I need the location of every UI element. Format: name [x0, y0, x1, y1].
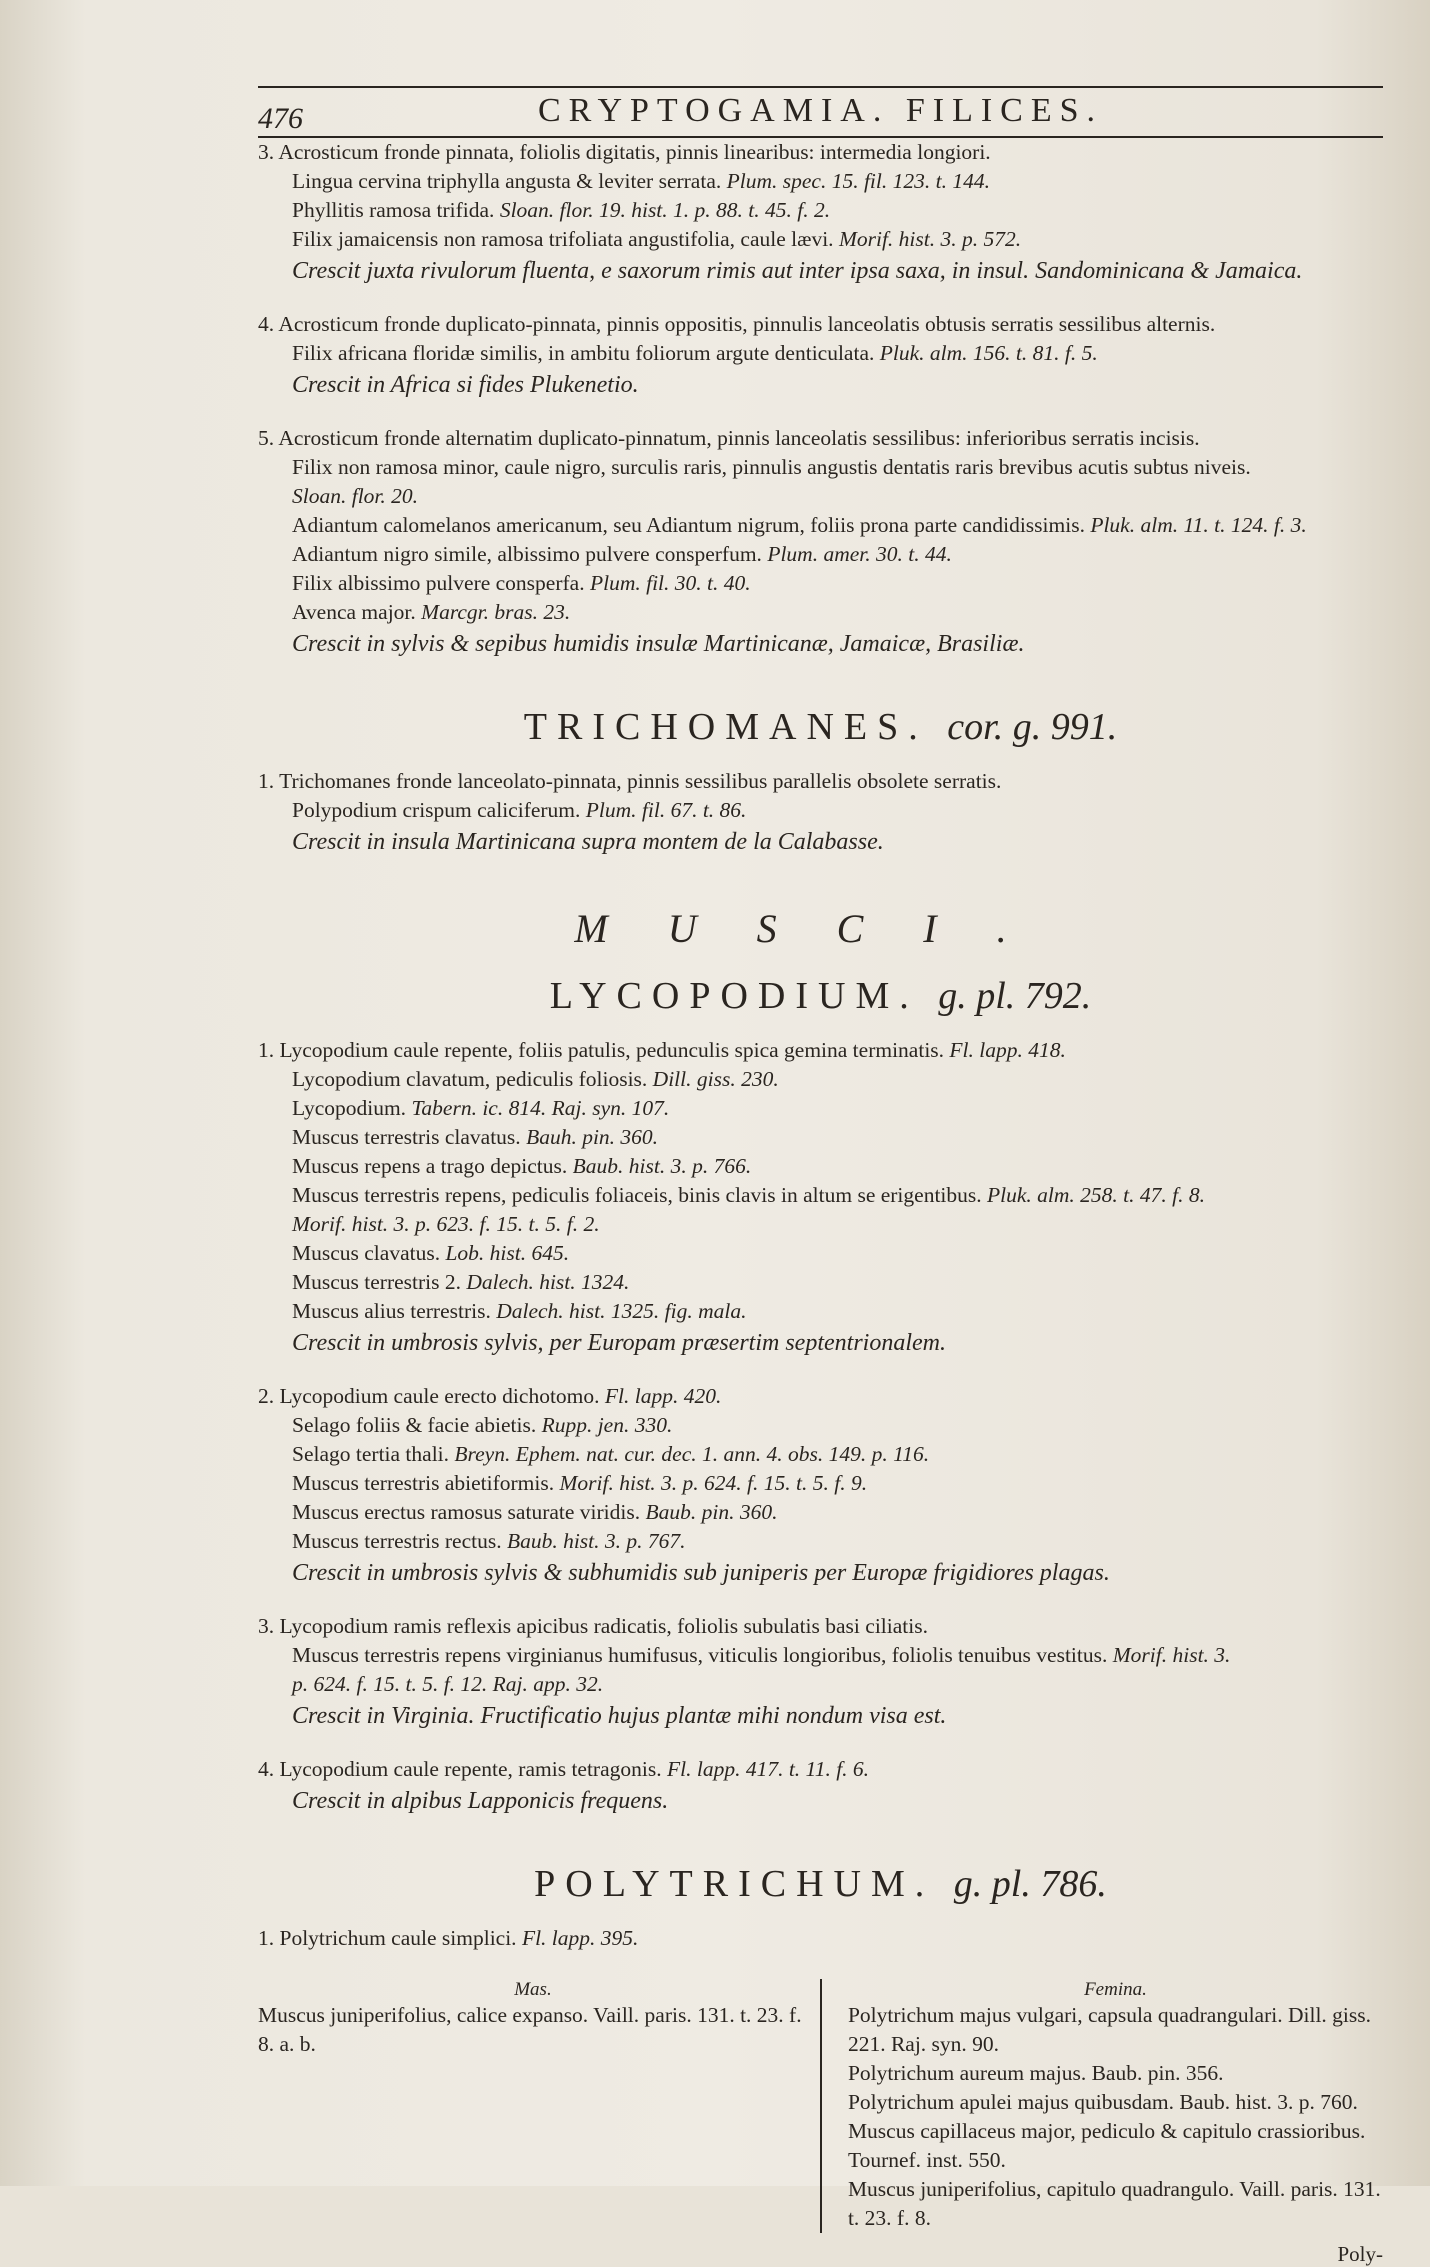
synonym-text: Muscus repens a trago depictus.	[292, 1154, 568, 1178]
citation: Plum. amer. 30. t. 44.	[767, 542, 952, 566]
synonym-text: 5. Acrosticum fronde alternatim duplicato-pinnatum, pinnis lanceolatis sessilibus: inferioribus serratis incisis.	[258, 426, 1200, 450]
citation: Lob. hist. 645.	[445, 1241, 570, 1265]
citation: Sloan. flor. 20.	[292, 484, 419, 508]
class-title: MUSCI.	[574, 906, 1067, 951]
column-heading-femina: Femina.	[1084, 1979, 1147, 2000]
entry-line	[258, 511, 1383, 540]
synonym-text: 1. Lycopodium caule repente, foliis patulis, pedunculis spica gemina terminatis.	[258, 1038, 945, 1062]
synonym-text: Filix jamaicensis non ramosa trifoliata angustifolia, caule lævi.	[292, 227, 834, 251]
habitat-note: Crescit in umbrosis sylvis & subhumidis sub juniperis per Europæ frigidiores plagas.	[292, 1560, 1110, 1586]
column-heading-mas: Mas.	[514, 1979, 552, 2000]
synonym-text: Selago foliis & facie abietis.	[292, 1413, 537, 1437]
citation: Morif. hist. 3.	[1112, 1643, 1231, 1667]
synonym-text: Adiantum nigro simile, albissimo pulvere consperfum.	[292, 542, 762, 566]
running-header	[258, 80, 1383, 138]
mas-line: Muscus juniperifolius, calice expanso. Vaill. paris. 131. t. 23. f. 8. a. b.	[258, 2003, 802, 2056]
genus-name: LYCOPODIUM.	[549, 975, 919, 1017]
entry-line	[258, 1440, 1383, 1469]
synonym-text: Muscus terrestris abietiformis.	[292, 1471, 555, 1495]
habitat-note: Crescit in insula Martinicana supra montem de la Calabasse.	[292, 829, 884, 855]
page-number: 476	[258, 102, 303, 135]
citation: Baub. pin. 360.	[645, 1500, 778, 1524]
synonym-text: Filix africana floridæ similis, in ambitu foliorum argute denticulata.	[292, 341, 875, 365]
synonym-text: 4. Lycopodium caule repente, ramis tetragonis.	[258, 1757, 662, 1781]
species-entry	[258, 1755, 1383, 1818]
synonym-text: Avenca major.	[292, 600, 416, 624]
synonym-text: Lycopodium.	[292, 1096, 407, 1120]
synonym-text: Muscus erectus ramosus saturate viridis.	[292, 1500, 641, 1524]
citation: Baub. hist. 3. p. 766.	[572, 1154, 752, 1178]
entry-line	[258, 1123, 1383, 1152]
column-femina	[820, 1979, 1383, 2233]
entry-gap	[258, 1360, 1383, 1382]
synonym-text: Lycopodium clavatum, pediculis foliosis.	[292, 1067, 648, 1091]
genus-reference: cor. g. 991.	[947, 706, 1118, 748]
entry-line	[258, 569, 1383, 598]
species-entry	[258, 1924, 1383, 1953]
citation: Plum. fil. 30. t. 40.	[589, 571, 751, 595]
synonym-text: Filix albissimo pulvere consperfa.	[292, 571, 585, 595]
entry-line	[258, 1065, 1383, 1094]
species-entry	[258, 138, 1383, 288]
synonym-text: Polypodium crispum caliciferum.	[292, 798, 581, 822]
entry-gap	[258, 661, 1383, 683]
header-rule-bottom	[258, 136, 1383, 138]
column-mas	[258, 1979, 820, 2233]
synonym-text: Muscus clavatus.	[292, 1241, 441, 1265]
page-content	[258, 80, 1383, 2266]
synonym-text: Lingua cervina triphylla angusta & leviter serrata.	[292, 169, 722, 193]
synonym-text: 2. Lycopodium caule erecto dichotomo.	[258, 1384, 600, 1408]
citation: Breyn. Ephem. nat. cur. dec. 1. ann. 4. obs. 149. p. 116.	[454, 1442, 930, 1466]
entry-line	[258, 540, 1383, 569]
synonym-text: Muscus terrestris clavatus.	[292, 1125, 521, 1149]
citation: Bauh. pin. 360.	[526, 1125, 659, 1149]
header-rule-top	[258, 86, 1383, 88]
synonym-text: Muscus terrestris repens virginianus humifusus, viticulis longioribus, foliolis tenuibus vestitus.	[292, 1643, 1108, 1667]
citation: Tabern. ic. 814. Raj. syn. 107.	[411, 1096, 670, 1120]
entry-gap	[258, 1953, 1383, 1975]
species-entry	[258, 310, 1383, 402]
species-entry	[258, 1036, 1383, 1360]
entry-line	[258, 1382, 1383, 1411]
entry-gap	[258, 859, 1383, 881]
entry-line	[258, 1641, 1383, 1670]
habitat-note: Crescit in sylvis & sepibus humidis insulæ Martinicanæ, Jamaicæ, Brasiliæ.	[292, 631, 1025, 657]
entry-line	[258, 196, 1383, 225]
entry-line	[258, 225, 1383, 254]
entry-line	[258, 339, 1383, 368]
habitat-note: Crescit in Africa si fides Plukenetio.	[292, 372, 639, 398]
entry-line	[258, 138, 1383, 167]
entry-line	[258, 1411, 1383, 1440]
citation: Pluk. alm. 11. t. 124. f. 3.	[1090, 513, 1307, 537]
entry-line	[258, 1152, 1383, 1181]
synonym-text: Muscus terrestris 2.	[292, 1270, 461, 1294]
entry-gap	[258, 402, 1383, 424]
genus-heading	[258, 705, 1383, 749]
citation: Fl. lapp. 420.	[604, 1384, 722, 1408]
synonym-text: Phyllitis ramosa trifida.	[292, 198, 495, 222]
synonym-text: Muscus terrestris repens, pediculis foliaceis, binis clavis in altum se erigentibus.	[292, 1183, 982, 1207]
genus-name: POLYTRICHUM.	[534, 1863, 935, 1905]
citation: Morif. hist. 3. p. 572.	[838, 227, 1022, 251]
citation: Dalech. hist. 1324.	[466, 1270, 630, 1294]
femina-line: Muscus capillaceus major, pediculo & capitulo crassioribus. Tournef. inst. 550.	[847, 2119, 1366, 2172]
synonym-text: Selago tertia thali.	[292, 1442, 450, 1466]
synonym-text: 1. Polytrichum caule simplici.	[258, 1926, 517, 1950]
citation: Plum. spec. 15. fil. 123. t. 144.	[726, 169, 990, 193]
entry-line	[258, 1924, 1383, 1953]
citation: Morif. hist. 3. p. 623. f. 15. t. 5. f. 2.	[292, 1212, 600, 1236]
entry-gap	[258, 1590, 1383, 1612]
synonym-text: 3. Acrosticum fronde pinnata, foliolis digitatis, pinnis linearibus: intermedia longiori.	[258, 140, 991, 164]
femina-line: Polytrichum aureum majus. Baub. pin. 356.	[847, 2061, 1224, 2085]
page-body	[258, 138, 1383, 1975]
synonym-text: 3. Lycopodium ramis reflexis apicibus radicatis, foliolis subulatis basi ciliatis.	[258, 1614, 928, 1638]
entry-line	[258, 1612, 1383, 1641]
genus-heading	[258, 974, 1383, 1018]
genus-reference: g. pl. 792.	[938, 975, 1092, 1017]
synonym-text: 4. Acrosticum fronde duplicato-pinnata, pinnis oppositis, pinnulis lanceolatis obtusis serratis sessilibus alternis.	[258, 312, 1216, 336]
entry-line	[258, 453, 1383, 482]
entry-line	[258, 1527, 1383, 1556]
entry-line	[258, 1210, 1383, 1239]
entry-gap	[258, 288, 1383, 310]
entry-line	[258, 1670, 1383, 1699]
citation: Rupp. jen. 330.	[541, 1413, 673, 1437]
habitat-note: Crescit in alpibus Lapponicis frequens.	[292, 1788, 669, 1814]
entry-line	[258, 1181, 1383, 1210]
genus-name: TRICHOMANES.	[523, 706, 928, 748]
citation: p. 624. f. 15. t. 5. f. 12. Raj. app. 32.	[292, 1672, 604, 1696]
citation: Baub. hist. 3. p. 767.	[506, 1529, 686, 1553]
catchword: Poly-	[1337, 2242, 1383, 2266]
synonym-text: Adiantum calomelanos americanum, seu Adiantum nigrum, foliis prona parte candidissimis.	[292, 513, 1085, 537]
citation: Sloan. flor. 19. hist. 1. p. 88. t. 45. f. 2.	[499, 198, 831, 222]
citation: Dalech. hist. 1325. fig. mala.	[496, 1299, 747, 1323]
habitat-note: Crescit in Virginia. Fructificatio hujus plantæ mihi nondum visa est.	[292, 1703, 947, 1729]
entry-line	[258, 482, 1383, 511]
entry-line	[258, 167, 1383, 196]
citation: Fl. lapp. 417. t. 11. f. 6.	[666, 1757, 870, 1781]
entry-line	[258, 796, 1383, 825]
species-entry	[258, 1382, 1383, 1590]
entry-line	[258, 424, 1383, 453]
citation: Pluk. alm. 156. t. 81. f. 5.	[879, 341, 1098, 365]
entry-line	[258, 1268, 1383, 1297]
entry-line	[258, 1036, 1383, 1065]
citation: Plum. fil. 67. t. 86.	[585, 798, 747, 822]
species-entry	[258, 767, 1383, 859]
synonym-text: Muscus terrestris rectus.	[292, 1529, 502, 1553]
genus-heading	[258, 1862, 1383, 1906]
synonym-text: Muscus alius terrestris.	[292, 1299, 491, 1323]
entry-line	[258, 767, 1383, 796]
entry-line	[258, 1239, 1383, 1268]
habitat-note: Crescit juxta rivulorum fluenta, e saxorum rimis aut inter ipsa saxa, in insul. Sandominicana & Jamaica.	[292, 258, 1303, 284]
citation: Fl. lapp. 395.	[521, 1926, 639, 1950]
entry-line	[258, 1094, 1383, 1123]
citation: Morif. hist. 3. p. 624. f. 15. t. 5. f. 9.	[559, 1471, 868, 1495]
genus-reference: g. pl. 786.	[953, 1863, 1107, 1905]
citation: Dill. giss. 230.	[652, 1067, 779, 1091]
entry-line	[258, 598, 1383, 627]
entry-line	[258, 310, 1383, 339]
citation: Fl. lapp. 418.	[949, 1038, 1066, 1062]
running-title: CRYPTOGAMIA. FILICES.	[537, 92, 1104, 129]
entry-line	[258, 1469, 1383, 1498]
femina-line: Muscus juniperifolius, capitulo quadrangulo. Vaill. paris. 131. t. 23. f. 8.	[847, 2177, 1381, 2230]
entry-line	[258, 1297, 1383, 1326]
habitat-note: Crescit in umbrosis sylvis, per Europam præsertim septentrionalem.	[292, 1330, 946, 1356]
entry-gap	[258, 1733, 1383, 1755]
species-entry	[258, 1612, 1383, 1733]
species-entry	[258, 424, 1383, 661]
synonym-text: 1. Trichomanes fronde lanceolato-pinnata, pinnis sessilibus parallelis obsolete serratis.	[258, 769, 1002, 793]
polytrichum-columns	[258, 1979, 1383, 2266]
synonym-text: Filix non ramosa minor, caule nigro, surculis raris, pinnulis angustis dentatis raris brevibus acutis subtus niveis.	[292, 455, 1251, 479]
entry-line	[258, 1755, 1383, 1784]
femina-line: Polytrichum majus vulgari, capsula quadrangulari. Dill. giss. 221. Raj. syn. 90.	[847, 2003, 1372, 2056]
femina-line: Polytrichum apulei majus quibusdam. Baub. hist. 3. p. 760.	[847, 2090, 1358, 2114]
citation: Pluk. alm. 258. t. 47. f. 8.	[987, 1183, 1205, 1207]
entry-line	[258, 1498, 1383, 1527]
entry-gap	[258, 1818, 1383, 1840]
citation: Marcgr. bras. 23.	[421, 600, 571, 624]
